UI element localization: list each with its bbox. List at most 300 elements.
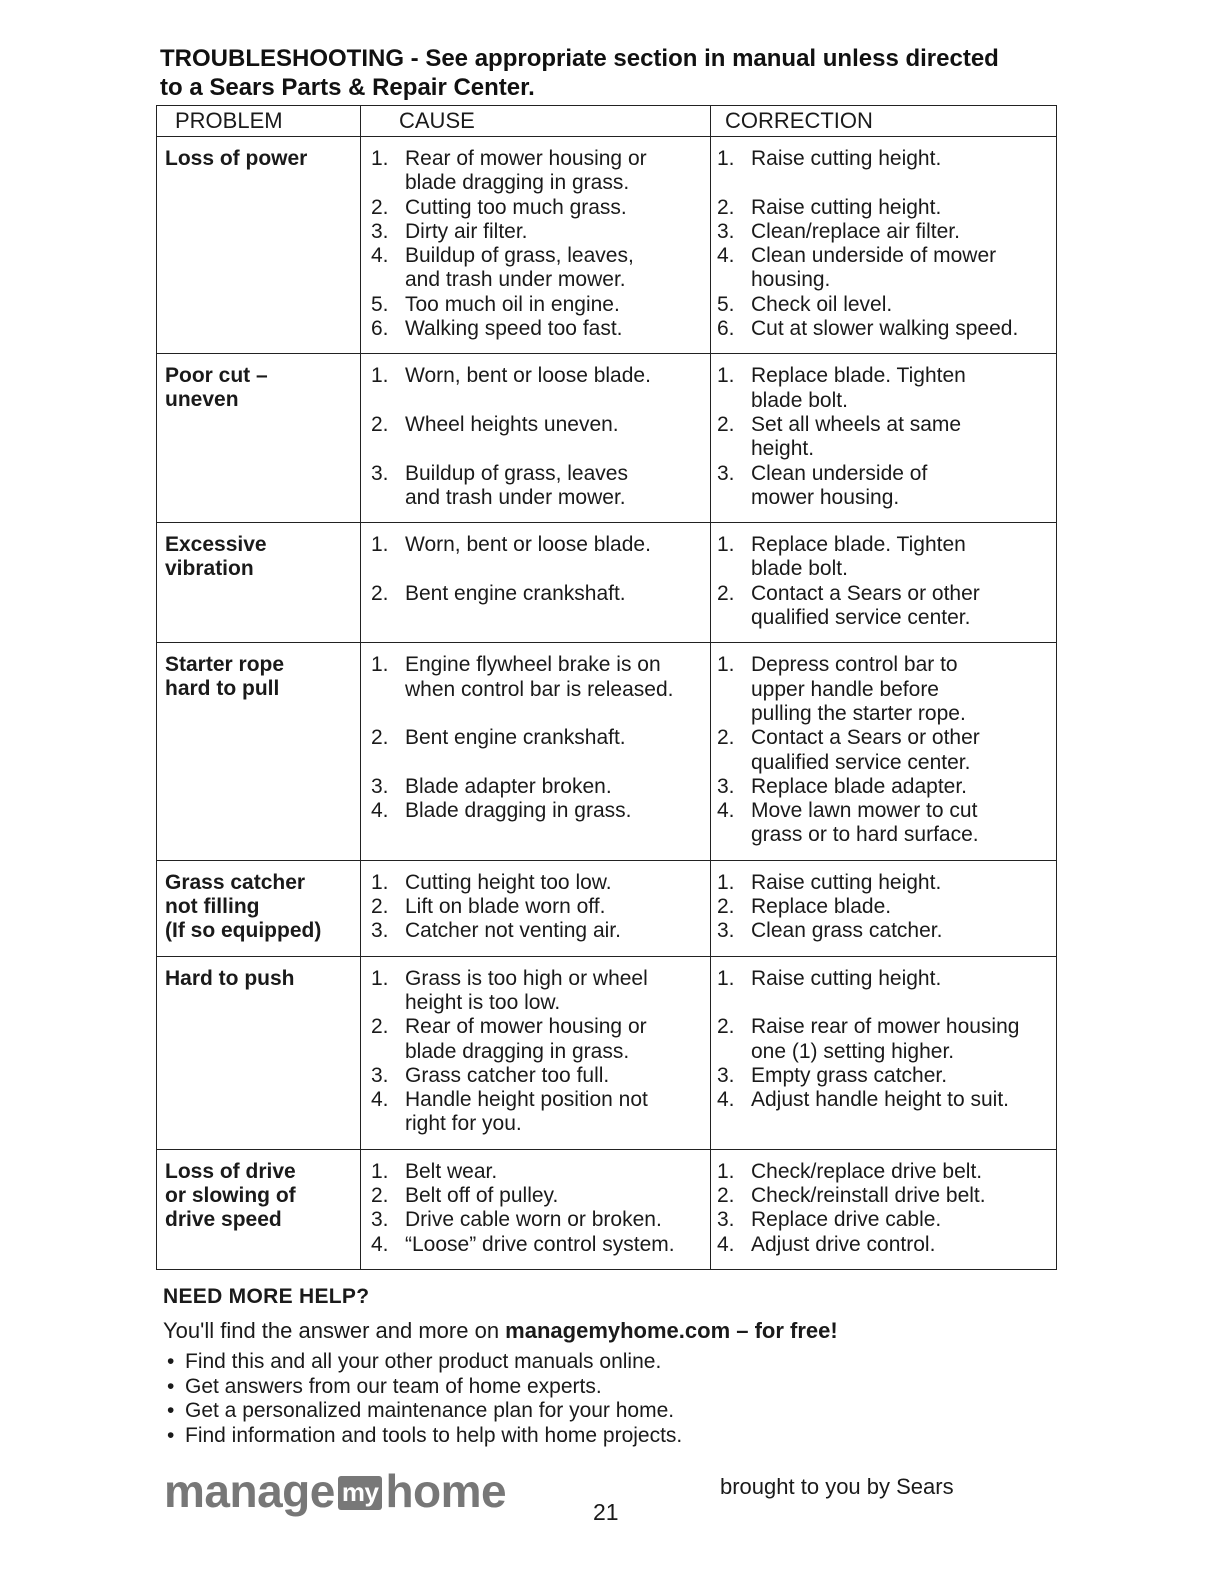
table-row [157,354,1057,523]
item-number: 6. [717,317,735,341]
table-row [157,956,1057,1149]
item-text [751,533,1056,582]
problem-text: Hard to push [165,966,295,990]
table-row [157,643,1057,860]
item-text [751,653,1056,726]
cause-cell [361,860,711,956]
help-heading: NEED MORE HELP? [163,1285,370,1308]
list-item [711,775,1056,799]
title-line-2: to a Sears Parts & Repair Center. [160,74,535,101]
item-text [405,244,710,293]
item-line: Cutting too much grass. [405,195,627,219]
item-number: 3. [371,1063,389,1087]
item-text [751,413,1056,462]
problem-cell [157,956,361,1149]
list-item [711,1233,1056,1257]
item-line: Contact a Sears or other [751,726,980,750]
cause-cell [361,643,711,860]
list-item [361,533,710,582]
help-bullet-text: Find this and all your other product manuals online. [185,1350,662,1373]
title-line-1: TROUBLESHOOTING - See appropriate section in manual unless directed [160,45,999,72]
item-number: 6. [371,317,389,341]
item-line: Belt off of pulley. [405,1183,559,1207]
list-item [711,871,1056,895]
item-line: Raise cutting height. [751,147,942,170]
item-line: Replace blade adapter. [751,774,967,798]
item-text [751,582,1056,631]
item-line [405,702,710,726]
list-item [711,147,1056,196]
item-line: Grass is too high or wheel [405,966,648,990]
item-number: 5. [717,292,735,316]
correction-cell [711,1149,1057,1269]
problem-cell [157,523,361,643]
item-text [405,1015,710,1064]
item-line: Rear of mower housing or [405,147,647,170]
list-item [361,1208,710,1232]
item-number: 2. [371,895,389,919]
list-item [711,1064,1056,1088]
bullet-icon: • [167,1350,175,1373]
item-line: pulling the starter rope. [751,701,966,725]
item-line: and trash under mower. [405,485,626,509]
item-number: 2. [371,726,389,750]
help-bullet-item [163,1375,1063,1400]
help-bullet-text: Get answers from our team of home experts. [185,1374,602,1398]
list-item [361,582,710,606]
logo-my-badge: my [338,1476,383,1510]
item-text [405,582,710,606]
list-item [361,799,710,823]
list-item [361,1015,710,1064]
item-line: Blade adapter broken. [405,774,612,798]
item-line: and trash under mower. [405,268,626,292]
header-cause: CAUSE [361,106,711,137]
list-item [361,317,710,341]
item-line: Contact a Sears or other [751,581,980,605]
list-item [361,364,710,413]
cause-cell [361,354,711,523]
item-text [751,919,1056,943]
item-number: 4. [717,799,735,823]
item-number: 1. [717,966,735,990]
help-lead [163,1318,1063,1344]
item-line: Walking speed too fast. [405,317,623,341]
item-line: Check/reinstall drive belt. [751,1183,986,1207]
problem-text: Poor cut – [165,364,268,388]
item-line: Raise cutting height. [751,195,942,219]
item-line: Drive cable worn or broken. [405,1208,662,1232]
item-line [405,751,710,775]
item-line: mower housing. [751,485,900,509]
item-number: 4. [717,244,735,268]
item-number: 4. [717,1232,735,1256]
table-body [157,137,1057,1270]
managemyhome-logo [164,1452,506,1516]
item-text [751,1208,1056,1232]
item-line: Engine flywheel brake is on [405,653,661,677]
problem-cell [157,1149,361,1269]
item-number: 3. [717,1208,735,1232]
page-title [160,44,1080,102]
list-item [361,1064,710,1088]
help-bullet-text: Find information and tools to help with home projects. [185,1423,683,1447]
item-number: 1. [371,364,389,388]
problem-cell [157,354,361,523]
item-text [405,1184,710,1208]
troubleshooting-table [156,105,1057,1270]
item-line: housing. [751,268,831,292]
problem-text: vibration [165,557,254,581]
item-number: 3. [717,1063,735,1087]
list-item [711,799,1056,848]
bullet-icon: • [167,1374,175,1398]
item-line: Adjust drive control. [751,1232,936,1256]
correction-cell [711,956,1057,1149]
item-number: 1. [717,870,735,894]
item-text [405,364,710,413]
list-item [361,919,710,943]
item-number: 1. [371,533,389,557]
header-problem: PROBLEM [157,106,361,137]
item-line: qualified service center. [751,750,971,774]
item-number: 2. [717,895,735,919]
item-line: Worn, bent or loose blade. [405,364,651,388]
item-text [751,244,1056,293]
item-line: grass or to hard surface. [751,823,979,847]
item-number: 2. [717,726,735,750]
problem-text: not filling [165,894,260,918]
item-number: 2. [371,1015,389,1039]
table-header-row [157,106,1057,137]
list-item [361,871,710,895]
item-number: 2. [717,412,735,436]
help-lead-link: managemyhome.com – for free! [505,1318,838,1343]
problem-text: Loss of drive [165,1159,296,1183]
item-line: Clean underside of [751,461,928,485]
item-text [751,364,1056,413]
item-number: 4. [371,799,389,823]
logo-home: home [385,1465,507,1517]
item-number: 4. [371,1232,389,1256]
item-text [751,147,1056,196]
item-number: 2. [717,581,735,605]
item-line: Bent engine crankshaft. [405,581,626,605]
item-line: Raise rear of mower housing [751,1015,1020,1039]
table-row [157,137,1057,354]
item-text [751,293,1056,317]
header-correction: CORRECTION [711,106,1057,137]
item-line: Move lawn mower to cut [751,799,978,823]
item-line: Wheel heights uneven. [405,412,619,436]
item-text [751,726,1056,775]
problem-text: Loss of power [165,147,308,170]
list-item [361,653,710,726]
list-item [711,1160,1056,1184]
correction-cell [711,137,1057,354]
item-text [405,895,710,919]
list-item [711,220,1056,244]
item-number: 2. [717,195,735,219]
help-bullet-item [163,1424,1063,1449]
list-item [711,196,1056,220]
item-text [751,220,1056,244]
item-line [405,557,710,581]
bullet-icon: • [167,1399,175,1422]
item-line: Replace blade. Tighten [751,364,966,388]
item-line [405,389,710,413]
item-line: Bent engine crankshaft. [405,726,626,750]
list-item [711,317,1056,341]
list-item [711,364,1056,413]
item-number: 2. [371,195,389,219]
item-text [405,317,710,341]
item-text [751,871,1056,895]
item-line [405,437,710,461]
item-number: 2. [371,1183,389,1207]
item-number: 1. [371,1159,389,1183]
list-item [361,1184,710,1208]
item-line: Catcher not venting air. [405,919,621,943]
item-text [405,775,710,799]
item-line: Check/replace drive belt. [751,1159,983,1183]
item-line: blade dragging in grass. [405,171,630,195]
cause-cell [361,523,711,643]
logo-manage: manage [164,1465,335,1517]
list-item [711,413,1056,462]
item-line: Dirty air filter. [405,219,528,243]
table-row [157,1149,1057,1269]
help-bullet-list [163,1350,1063,1448]
item-line: Grass catcher too full. [405,1063,610,1087]
list-item [711,582,1056,631]
list-item [711,244,1056,293]
bullet-icon: • [167,1423,175,1447]
list-item [361,726,710,775]
item-line: Handle height position not [405,1088,648,1112]
item-text [405,1208,710,1232]
item-text [405,726,710,775]
item-number: 1. [717,364,735,388]
item-line: “Loose” drive control system. [405,1232,675,1256]
item-number: 2. [717,1015,735,1039]
list-item [361,895,710,919]
correction-cell [711,523,1057,643]
item-number: 5. [371,292,389,316]
item-line: blade dragging in grass. [405,1039,630,1063]
list-item [711,1088,1056,1112]
item-line: Too much oil in engine. [405,292,620,316]
item-text [405,413,710,462]
item-line: when control bar is released. [405,677,674,701]
correction-cell [711,643,1057,860]
table-row [157,860,1057,956]
item-number: 3. [371,774,389,798]
problem-cell [157,860,361,956]
problem-cell [157,137,361,354]
item-text [751,895,1056,919]
table-row [157,523,1057,643]
list-item [361,775,710,799]
help-lead-text: You'll find the answer and more on [163,1318,506,1343]
list-item [711,653,1056,726]
problem-text: Starter rope [165,653,285,677]
help-bullet-text: Get a personalized maintenance plan for your home. [185,1399,675,1422]
item-number: 2. [371,581,389,605]
list-item [361,220,710,244]
item-text [751,1015,1056,1064]
item-line: right for you. [405,1112,522,1136]
help-section [163,1284,1063,1448]
item-line: Replace drive cable. [751,1208,942,1232]
item-line: Depress control bar to [751,653,958,677]
item-text [405,1160,710,1184]
item-text [751,775,1056,799]
item-line: Buildup of grass, leaves, [405,244,634,268]
item-text [405,196,710,220]
item-number: 1. [371,966,389,990]
item-text [405,220,710,244]
item-line: Blade dragging in grass. [405,799,632,823]
item-line: Worn, bent or loose blade. [405,533,651,557]
item-line: Clean/replace air filter. [751,219,960,243]
item-number: 3. [371,219,389,243]
help-bullet-item [163,1350,1063,1375]
cause-cell [361,956,711,1149]
list-item [361,413,710,462]
item-line [751,171,1056,195]
item-line: Set all wheels at same [751,412,962,436]
item-line: Buildup of grass, leaves [405,461,628,485]
item-line: height is too low. [405,990,561,1014]
item-line: Clean underside of mower [751,244,997,268]
list-item [361,147,710,196]
item-line: Raise cutting height. [751,966,942,990]
item-text [751,799,1056,848]
item-line: Adjust handle height to suit. [751,1088,1010,1112]
item-text [405,147,710,196]
item-text [751,967,1056,1016]
item-line: qualified service center. [751,606,971,630]
item-text [751,1064,1056,1088]
item-line: upper handle before [751,677,939,701]
item-number: 1. [717,653,735,677]
list-item [711,1184,1056,1208]
item-text [751,1088,1056,1112]
item-text [405,1233,710,1257]
list-item [361,1233,710,1257]
correction-cell [711,354,1057,523]
list-item [711,919,1056,943]
item-text [405,462,710,511]
cause-cell [361,1149,711,1269]
item-number: 1. [371,147,389,170]
item-text [751,1184,1056,1208]
help-bullet-item [163,1399,1063,1424]
problem-text: drive speed [165,1207,282,1231]
item-text [751,196,1056,220]
list-item [711,1015,1056,1064]
item-line: Cutting height too low. [405,870,612,894]
item-text [751,1160,1056,1184]
item-text [405,967,710,1016]
item-line: height. [751,437,815,461]
list-item [711,533,1056,582]
item-number: 2. [371,412,389,436]
problem-text: uneven [165,388,239,412]
item-line: blade bolt. [751,557,848,581]
item-number: 3. [717,461,735,485]
item-text [405,293,710,317]
item-number: 1. [717,1159,735,1183]
item-number: 3. [717,219,735,243]
item-text [405,799,710,823]
item-line: Empty grass catcher. [751,1063,948,1087]
problem-cell [157,643,361,860]
list-item [361,196,710,220]
item-text [405,871,710,895]
list-item [711,967,1056,1016]
brought-by-text: brought to you by Sears [720,1474,954,1499]
item-text [405,533,710,582]
problem-text: (If so equipped) [165,918,322,942]
item-number: 3. [717,919,735,943]
item-text [751,462,1056,511]
item-line: Replace blade. [751,895,892,919]
item-line: Rear of mower housing or [405,1015,647,1039]
list-item [711,1208,1056,1232]
item-number: 3. [371,461,389,485]
item-number: 1. [371,653,389,677]
item-text [405,919,710,943]
list-item [711,293,1056,317]
cause-cell [361,137,711,354]
list-item [711,895,1056,919]
item-text [751,317,1056,341]
problem-text: Excessive [165,533,267,557]
item-line: Cut at slower walking speed. [751,317,1019,341]
problem-text: or slowing of [165,1183,296,1207]
item-number: 1. [717,147,735,170]
item-number: 1. [717,533,735,557]
item-number: 3. [371,1208,389,1232]
item-line: one (1) setting higher. [751,1039,955,1063]
item-number: 4. [371,1088,389,1112]
item-text [405,653,710,726]
item-line: Raise cutting height. [751,870,942,894]
list-item [361,1088,710,1137]
list-item [711,462,1056,511]
list-item [361,967,710,1016]
item-line: Clean grass catcher. [751,919,943,943]
item-number: 1. [371,870,389,894]
problem-text: Grass catcher [165,870,306,894]
item-number: 2. [717,1183,735,1207]
item-text [751,1233,1056,1257]
item-line: Replace blade. Tighten [751,533,966,557]
correction-cell [711,860,1057,956]
item-number: 3. [717,774,735,798]
item-text [405,1064,710,1088]
list-item [361,244,710,293]
item-line [751,991,1056,1015]
item-line: Lift on blade worn off. [405,895,606,919]
item-number: 4. [371,244,389,268]
list-item [361,462,710,511]
item-line: Belt wear. [405,1159,498,1183]
list-item [711,726,1056,775]
item-line: Check oil level. [751,292,893,316]
